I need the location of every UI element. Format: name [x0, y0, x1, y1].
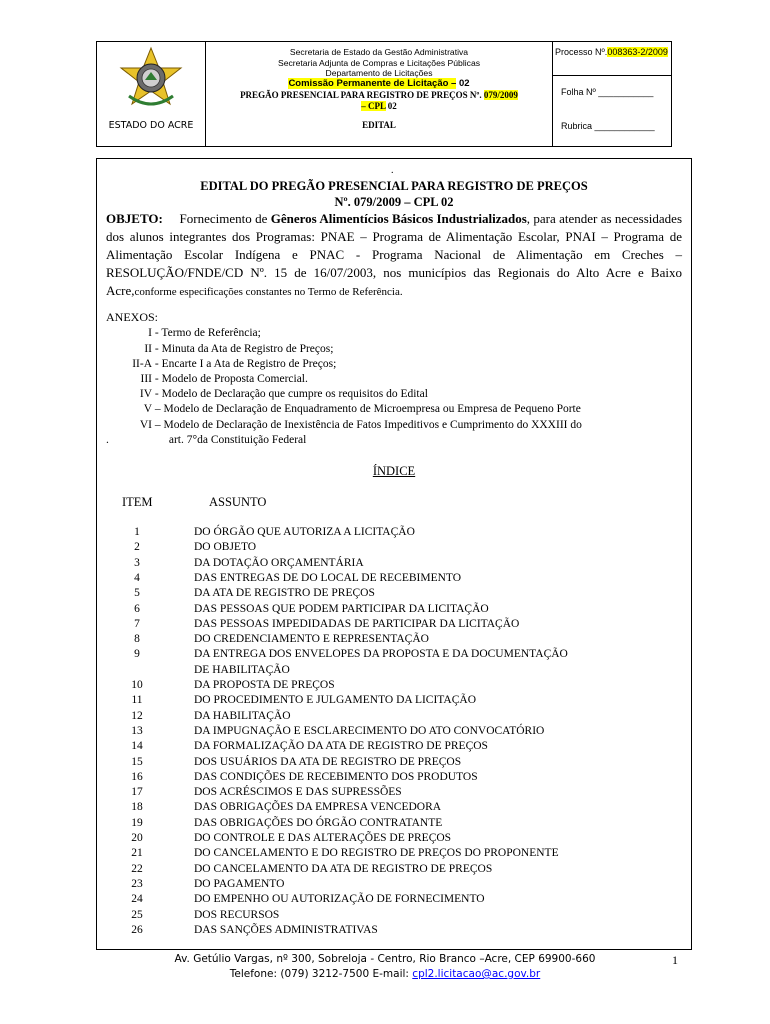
header-right — [553, 42, 671, 146]
item-subject: DAS PESSOAS QUE PODEM PARTICIPAR DA LICITAÇÃO — [194, 602, 489, 615]
item-subject: DO CREDENCIAMENTO E REPRESENTAÇÃO — [194, 633, 429, 646]
table-row — [97, 633, 691, 649]
anexo-item: V – Modelo de Declaração de Enquadramento de Microempresa ou Empresa de Pequeno Porte — [143, 403, 581, 415]
item-subject: DO EMPENHO OU AUTORIZAÇÃO DE FORNECIMENTO — [194, 893, 485, 906]
item-subject: DO PROCEDIMENTO E JULGAMENTO DA LICITAÇÃO — [194, 694, 476, 707]
table-row — [97, 725, 691, 741]
pregao-prefix: PREGÃO PRESENCIAL PARA REGISTRO DE PREÇOS Nº. — [240, 90, 482, 100]
document-title: EDITAL DO PREGÃO PRESENCIAL PARA REGISTRO DE PREÇOS — [200, 179, 588, 193]
table-row — [97, 557, 691, 573]
item-subject: DA IMPUGNAÇÃO E ESCLARECIMENTO DO ATO CONVOCATÓRIO — [194, 724, 545, 737]
table-row — [97, 541, 691, 557]
processo-label: Processo Nº. — [555, 47, 608, 57]
item-number: 23 — [131, 877, 143, 890]
item-subject: DAS CONDIÇÕES DE RECEBIMENTO DOS PRODUTOS — [194, 770, 478, 783]
edital-label: EDITAL — [362, 120, 396, 130]
document-body — [96, 158, 692, 950]
anexo-item: II - Minuta da Ata de Registro de Preços; — [144, 343, 334, 355]
item-subject: DA HABILITAÇÃO — [194, 709, 291, 722]
item-number: 25 — [131, 908, 143, 921]
state-label: ESTADO DO ACRE — [108, 120, 194, 131]
item-number: 5 — [134, 587, 140, 600]
table-row — [97, 817, 691, 833]
table-row — [97, 572, 691, 588]
header-line-3: Departamento de Licitações — [325, 68, 433, 78]
item-number: 11 — [131, 694, 143, 707]
item-subject: DAS OBRIGAÇÕES DA EMPRESA VENCEDORA — [194, 801, 442, 814]
table-row — [97, 679, 691, 695]
table-row — [97, 786, 691, 802]
objeto-pre: Fornecimento de — [179, 211, 268, 226]
item-subject: DA ATA DE REGISTRO DE PREÇOS — [194, 587, 375, 600]
table-row — [97, 771, 691, 787]
item-subject: DO CANCELAMENTO DA ATA DE REGISTRO DE PREÇOS — [194, 862, 493, 875]
header-line-2: Secretaria Adjunta de Compras e Licitações Públicas — [277, 57, 481, 68]
folha-field: Folha Nº ___________ — [561, 87, 654, 97]
item-number: 18 — [131, 801, 143, 814]
pregao-line — [206, 90, 552, 112]
acre-coat-of-arms-icon — [115, 46, 187, 118]
anexo-item: III - Modelo de Proposta Comercial. — [140, 373, 308, 385]
item-number: 6 — [134, 602, 140, 615]
footer-phone: Telefone: (079) 3212-7500 E-mail: — [229, 968, 409, 980]
item-subject: DO ÓRGÃO QUE AUTORIZA A LICITAÇÃO — [194, 526, 415, 538]
item-subject: DA PROPOSTA DE PREÇOS — [194, 679, 335, 691]
anexo-item: II-A - Encarte I a Ata de Registro de Preços; — [132, 358, 337, 370]
item-subject: DO CONTROLE E DAS ALTERAÇÕES DE PREÇOS — [194, 832, 452, 844]
col-header-assunto: ASSUNTO — [209, 495, 267, 509]
indice-heading: ÍNDICE — [372, 464, 416, 478]
footer-address: Av. Getúlio Vargas, nº 300, Sobreloja - Centro, Rio Branco –Acre, CEP 69900-660 — [174, 953, 596, 965]
item-number: 14 — [131, 740, 143, 753]
item-subject: DOS USUÁRIOS DA ATA DE REGISTRO DE PREÇOS — [194, 755, 462, 768]
item-number: 3 — [134, 556, 140, 569]
commission-number: 02 — [458, 77, 470, 89]
item-number: 9 — [134, 648, 140, 661]
item-number: 4 — [134, 571, 140, 584]
objeto-bold: Gêneros Alimentícios Básicos Industrializados — [270, 211, 527, 226]
table-row — [97, 603, 691, 619]
anexo-item: IV - Modelo de Declaração que cumpre os requisitos do Edital — [139, 388, 428, 400]
item-subject: DO PAGAMENTO — [194, 877, 285, 890]
table-row — [97, 648, 691, 664]
col-header-item: ITEM — [122, 495, 153, 509]
table-row — [97, 909, 691, 925]
table-row — [97, 847, 691, 863]
table-row — [97, 924, 691, 940]
item-subject: DAS OBRIGAÇÕES DO ÓRGÃO CONTRATANTE — [194, 816, 443, 829]
table-row — [97, 740, 691, 756]
item-subject: DOS ACRÉSCIMOS E DAS SUPRESSÕES — [194, 786, 402, 799]
item-number: 20 — [131, 832, 143, 844]
table-row — [97, 863, 691, 879]
item-subject: DO CANCELAMENTO E DO REGISTRO DE PREÇOS DO PROPONENTE — [194, 847, 559, 860]
item-number: 16 — [131, 770, 143, 783]
item-subject: DAS SANÇÕES ADMINISTRATIVAS — [194, 923, 378, 936]
item-number: 13 — [131, 724, 143, 737]
item-number: 24 — [131, 893, 143, 906]
header-line-1: Secretaria de Estado da Gestão Administrativa — [289, 47, 469, 57]
document-number: Nº. 079/2009 – CPL 02 — [334, 195, 454, 209]
item-subject: DAS ENTREGAS DE DO LOCAL DE RECEBIMENTO — [194, 571, 462, 584]
objeto-label: OBJETO: — [106, 211, 163, 226]
item-subject: DA DOTAÇÃO ORÇAMENTÁRIA — [194, 556, 364, 569]
item-number: 22 — [131, 862, 143, 875]
item-number: 15 — [131, 755, 143, 768]
item-subject: DO OBJETO — [194, 541, 257, 554]
item-number: 8 — [134, 633, 140, 646]
commission-text: Comissão Permanente de Licitação – — [288, 77, 457, 89]
cpl-label: – CPL — [361, 101, 386, 111]
table-row — [97, 801, 691, 817]
table-row — [97, 756, 691, 772]
objeto-text: , para atender as necessidades dos alunos integrantes dos Programas: PNAE – Programa de Alimentação Escolar, PNAI – Programa de Alimentação Escolar Indígena e PNAC - Programa Nacional de Alimentação em Creches – RESOLUÇÃO/FNDE/CD Nº. 15 de 16/07/2003, nos municípios das Regionais do Alto Acre e Baixo Acre, — [106, 211, 682, 298]
item-number: 26 — [131, 923, 143, 936]
header-center — [206, 42, 553, 146]
footer-email-link[interactable]: cpl2.licitacao@ac.gov.br — [412, 968, 541, 980]
table-row — [97, 587, 691, 603]
table-row — [97, 710, 691, 726]
item-subject: DOS RECURSOS — [194, 908, 280, 921]
item-number: 17 — [131, 786, 143, 799]
item-number: 1 — [134, 526, 140, 538]
item-number: 19 — [131, 816, 143, 829]
cpl-number: 02 — [387, 101, 397, 111]
rubrica-field: Rubrica ____________ — [561, 121, 655, 131]
anexo-item: I - Termo de Referência; — [148, 327, 261, 339]
footer-contact — [0, 968, 770, 980]
commission-line — [206, 79, 552, 90]
top-dot: . — [391, 165, 394, 176]
item-number: 2 — [134, 541, 140, 554]
page-number: 1 — [672, 953, 678, 967]
processo-number: 008363-2/2009 — [607, 47, 668, 57]
table-row — [97, 664, 691, 680]
pregao-number: 079/2009 — [483, 90, 518, 100]
anexo-item: VI – Modelo de Declaração de Inexistência de Fatos Impeditivos e Cumprimento do XXXIII do — [139, 419, 582, 431]
item-subject: DE HABILITAÇÃO — [194, 663, 290, 676]
item-number: 10 — [131, 679, 143, 691]
table-row — [97, 526, 691, 542]
table-row — [97, 832, 691, 848]
anexo-continuation: . art. 7°da Constituição Federal — [106, 434, 307, 446]
table-row — [97, 618, 691, 634]
objeto-small: conforme especificações constantes no Termo de Referência. — [134, 286, 403, 298]
table-row — [97, 694, 691, 710]
item-number: 7 — [134, 617, 140, 630]
anexos-label: ANEXOS: — [106, 310, 159, 324]
item-number: 21 — [131, 847, 143, 860]
objeto-paragraph — [106, 210, 682, 301]
item-subject: DAS PESSOAS IMPEDIDADAS DE PARTICIPAR DA LICITAÇÃO — [194, 617, 520, 630]
table-row — [97, 878, 691, 894]
processo-field — [553, 47, 671, 76]
table-row — [97, 893, 691, 909]
item-subject: DA ENTREGA DOS ENVELOPES DA PROPOSTA E DA DOCUMENTAÇÃO — [194, 648, 568, 661]
state-logo-cell — [97, 42, 206, 146]
item-subject: DA FORMALIZAÇÃO DA ATA DE REGISTRO DE PREÇOS — [194, 740, 488, 753]
document-header — [96, 41, 672, 147]
item-number: 12 — [131, 709, 143, 722]
